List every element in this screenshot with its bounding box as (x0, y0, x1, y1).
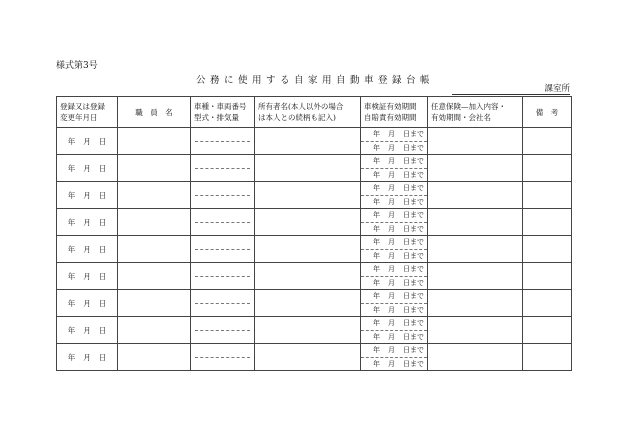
inspection-validity-line[interactable] (361, 128, 427, 142)
insp-until-label: 日まで (403, 265, 424, 273)
remarks-cell[interactable] (523, 209, 572, 236)
registration-date-cell[interactable] (57, 317, 118, 344)
liability-validity-line[interactable] (361, 196, 427, 209)
vehicle-number-field[interactable] (195, 210, 250, 223)
liab-year-label: 年 (373, 278, 380, 287)
header-insurance-line1: 任意保険—加入内容・ (431, 102, 506, 111)
date-day-label: 日 (98, 298, 107, 308)
vehicle-model-field[interactable] (191, 250, 254, 262)
remarks-cell[interactable] (523, 128, 572, 155)
insp-year-label: 年 (373, 157, 380, 165)
liability-validity-line[interactable] (361, 331, 427, 344)
date-year-label: 年 (67, 217, 76, 227)
date-year-label: 年 (67, 163, 76, 173)
insp-month-label: 月 (388, 130, 395, 138)
liab-month-label: 月 (388, 224, 395, 233)
insp-year-label: 年 (373, 238, 380, 246)
date-day-label: 日 (98, 163, 107, 173)
date-month-label: 月 (83, 136, 91, 146)
date-month-label: 月 (83, 163, 91, 173)
remarks-cell[interactable] (523, 263, 572, 290)
form-number: 様式第3号 (56, 61, 98, 71)
header-owner-line2: は本人との続柄も記入) (258, 113, 336, 122)
remarks-cell[interactable] (523, 317, 572, 344)
liability-validity-line[interactable] (361, 277, 427, 290)
inspection-validity-line[interactable] (361, 236, 427, 250)
table-row (57, 209, 572, 236)
owner-cell[interactable] (255, 155, 361, 182)
date-day-label: 日 (98, 325, 107, 335)
liab-until-label: 日まで (403, 197, 424, 206)
insp-until-label: 日まで (403, 157, 424, 165)
liability-validity-line[interactable] (361, 169, 427, 182)
liability-validity-line[interactable] (361, 250, 427, 263)
table-row (57, 263, 572, 290)
register-table (56, 96, 572, 371)
registration-date-cell[interactable] (57, 128, 118, 155)
header-staff (118, 97, 191, 128)
register-rows (57, 128, 572, 371)
liability-validity-line[interactable] (361, 142, 427, 155)
liability-validity-line[interactable] (361, 358, 427, 371)
insp-until-label: 日まで (403, 184, 424, 192)
inspection-validity-line[interactable] (361, 155, 427, 169)
inspection-validity-line[interactable] (361, 263, 427, 277)
inspection-validity-line[interactable] (361, 182, 427, 196)
date-day-label: 日 (98, 244, 107, 254)
insp-month-label: 月 (388, 184, 395, 192)
date-month-label: 月 (83, 271, 91, 281)
insp-until-label: 日まで (403, 238, 424, 246)
inspection-validity-line[interactable] (361, 209, 427, 223)
owner-cell[interactable] (255, 263, 361, 290)
vehicle-model-field[interactable] (191, 358, 254, 370)
remarks-cell[interactable] (523, 182, 572, 209)
insp-month-label: 月 (388, 211, 395, 219)
header-registration-date-line1: 登録又は登録 (60, 102, 105, 111)
vehicle-number-field[interactable] (195, 156, 250, 169)
vehicle-number-field[interactable] (195, 345, 250, 358)
header-insurance (428, 97, 523, 128)
remarks-cell[interactable] (523, 236, 572, 263)
date-day-label: 日 (98, 190, 107, 200)
insp-until-label: 日まで (403, 346, 424, 354)
inspection-cell[interactable] (361, 317, 428, 344)
header-owner (255, 97, 361, 128)
staff-name-cell[interactable] (118, 317, 191, 344)
insp-month-label: 月 (388, 292, 395, 300)
insurance-cell[interactable] (428, 344, 523, 371)
liab-until-label: 日まで (403, 251, 424, 260)
registration-date-cell[interactable] (57, 155, 118, 182)
inspection-cell[interactable] (361, 182, 428, 209)
vehicle-model-field[interactable] (191, 196, 254, 208)
insp-year-label: 年 (373, 346, 380, 354)
liab-year-label: 年 (373, 143, 380, 152)
insurance-cell[interactable] (428, 263, 523, 290)
header-registration-date-line2: 変更年月日 (60, 113, 98, 122)
liab-until-label: 日まで (403, 305, 424, 314)
vehicle-number-field[interactable] (195, 264, 250, 277)
date-year-label: 年 (67, 244, 76, 254)
liab-month-label: 月 (388, 305, 395, 314)
liab-until-label: 日まで (403, 143, 424, 152)
insurance-cell[interactable] (428, 236, 523, 263)
table-row (57, 182, 572, 209)
header-insurance-line2: 有効期間・会社名 (431, 113, 491, 122)
liab-month-label: 月 (388, 170, 395, 179)
header-staff-label: 職 員 名 (135, 107, 173, 117)
liab-year-label: 年 (373, 305, 380, 314)
liab-year-label: 年 (373, 197, 380, 206)
inspection-cell[interactable] (361, 236, 428, 263)
insp-until-label: 日まで (403, 319, 424, 327)
vehicle-cell[interactable] (191, 344, 255, 371)
inspection-cell[interactable] (361, 155, 428, 182)
inspection-validity-line[interactable] (361, 317, 427, 331)
liab-month-label: 月 (388, 278, 395, 287)
insp-year-label: 年 (373, 130, 380, 138)
date-year-label: 年 (67, 271, 76, 281)
header-remarks (523, 97, 572, 128)
vehicle-model-field[interactable] (191, 169, 254, 181)
date-year-label: 年 (67, 352, 76, 362)
vehicle-cell[interactable] (191, 128, 255, 155)
owner-cell[interactable] (255, 317, 361, 344)
insurance-cell[interactable] (428, 290, 523, 317)
registration-date-cell[interactable] (57, 209, 118, 236)
date-month-label: 月 (83, 217, 91, 227)
insurance-cell[interactable] (428, 209, 523, 236)
owner-cell[interactable] (255, 290, 361, 317)
staff-name-cell[interactable] (118, 128, 191, 155)
insurance-cell[interactable] (428, 155, 523, 182)
owner-cell[interactable] (255, 209, 361, 236)
liab-until-label: 日まで (403, 332, 424, 341)
table-row (57, 290, 572, 317)
table-row (57, 344, 572, 371)
date-month-label: 月 (83, 244, 91, 254)
insp-month-label: 月 (388, 346, 395, 354)
vehicle-cell[interactable] (191, 155, 255, 182)
insurance-cell[interactable] (428, 317, 523, 344)
insp-year-label: 年 (373, 184, 380, 192)
owner-cell[interactable] (255, 128, 361, 155)
header-vehicle (191, 97, 255, 128)
staff-name-cell[interactable] (118, 182, 191, 209)
liab-month-label: 月 (388, 359, 395, 368)
date-year-label: 年 (67, 298, 76, 308)
vehicle-cell[interactable] (191, 236, 255, 263)
insp-year-label: 年 (373, 265, 380, 273)
date-month-label: 月 (83, 352, 91, 362)
vehicle-model-field[interactable] (191, 223, 254, 235)
liab-month-label: 月 (388, 143, 395, 152)
remarks-cell[interactable] (523, 155, 572, 182)
header-remarks-label: 備 考 (535, 107, 559, 117)
registration-date-cell[interactable] (57, 344, 118, 371)
liab-year-label: 年 (373, 359, 380, 368)
table-row (57, 128, 572, 155)
header-owner-line1: 所有者名(本人以外の場合 (258, 102, 344, 111)
date-month-label: 月 (83, 325, 91, 335)
insp-month-label: 月 (388, 157, 395, 165)
header-row (57, 97, 572, 128)
vehicle-number-field[interactable] (195, 237, 250, 250)
vehicle-model-field[interactable] (191, 331, 254, 343)
vehicle-cell[interactable] (191, 317, 255, 344)
registration-date-cell[interactable] (57, 263, 118, 290)
vehicle-cell[interactable] (191, 182, 255, 209)
insp-month-label: 月 (388, 319, 395, 327)
insp-until-label: 日まで (403, 292, 424, 300)
owner-cell[interactable] (255, 344, 361, 371)
liability-validity-line[interactable] (361, 304, 427, 317)
owner-cell[interactable] (255, 182, 361, 209)
vehicle-cell[interactable] (191, 290, 255, 317)
liab-year-label: 年 (373, 251, 380, 260)
department-label: 課室所 (544, 84, 570, 94)
date-year-label: 年 (67, 190, 76, 200)
inspection-cell[interactable] (361, 209, 428, 236)
vehicle-model-field[interactable] (191, 142, 254, 154)
staff-name-cell[interactable] (118, 263, 191, 290)
remarks-cell[interactable] (523, 344, 572, 371)
page-title: 公務に使用する自家用自動車登録台帳 (195, 75, 434, 86)
header-inspection-line1: 車検証有効期間 (364, 102, 417, 111)
liab-year-label: 年 (373, 332, 380, 341)
staff-name-cell[interactable] (118, 155, 191, 182)
registration-date-cell[interactable] (57, 290, 118, 317)
department-field[interactable] (452, 82, 570, 95)
table-row (57, 317, 572, 344)
staff-name-cell[interactable] (118, 290, 191, 317)
inspection-cell[interactable] (361, 128, 428, 155)
date-day-label: 日 (98, 217, 107, 227)
inspection-validity-line[interactable] (361, 344, 427, 358)
date-month-label: 月 (83, 190, 91, 200)
insp-until-label: 日まで (403, 130, 424, 138)
table-row (57, 155, 572, 182)
liab-year-label: 年 (373, 170, 380, 179)
inspection-cell[interactable] (361, 344, 428, 371)
staff-name-cell[interactable] (118, 209, 191, 236)
staff-name-cell[interactable] (118, 236, 191, 263)
vehicle-number-field[interactable] (195, 129, 250, 142)
liab-until-label: 日まで (403, 170, 424, 179)
insp-year-label: 年 (373, 319, 380, 327)
vehicle-number-field[interactable] (195, 291, 250, 304)
insurance-cell[interactable] (428, 128, 523, 155)
insp-month-label: 月 (388, 265, 395, 273)
header-vehicle-line1: 車種・車両番号 (194, 102, 247, 111)
registration-date-cell[interactable] (57, 182, 118, 209)
insp-until-label: 日まで (403, 211, 424, 219)
date-year-label: 年 (67, 136, 76, 146)
header-inspection-line2: 自賠責有効期間 (364, 113, 417, 122)
header-registration-date (57, 97, 118, 128)
insp-year-label: 年 (373, 211, 380, 219)
vehicle-cell[interactable] (191, 263, 255, 290)
header-inspection (361, 97, 428, 128)
inspection-validity-line[interactable] (361, 290, 427, 304)
liab-year-label: 年 (373, 224, 380, 233)
liab-month-label: 月 (388, 332, 395, 341)
vehicle-cell[interactable] (191, 209, 255, 236)
owner-cell[interactable] (255, 236, 361, 263)
date-day-label: 日 (98, 136, 107, 146)
date-day-label: 日 (98, 271, 107, 281)
date-day-label: 日 (98, 352, 107, 362)
header-vehicle-line2: 型式・排気量 (194, 113, 239, 122)
inspection-cell[interactable] (361, 263, 428, 290)
insurance-cell[interactable] (428, 182, 523, 209)
vehicle-model-field[interactable] (191, 277, 254, 289)
registration-date-cell[interactable] (57, 236, 118, 263)
insp-month-label: 月 (388, 238, 395, 246)
liability-validity-line[interactable] (361, 223, 427, 236)
staff-name-cell[interactable] (118, 344, 191, 371)
remarks-cell[interactable] (523, 290, 572, 317)
liab-month-label: 月 (388, 251, 395, 260)
table-row (57, 236, 572, 263)
vehicle-model-field[interactable] (191, 304, 254, 316)
date-year-label: 年 (67, 325, 76, 335)
insp-year-label: 年 (373, 292, 380, 300)
date-month-label: 月 (83, 298, 91, 308)
inspection-cell[interactable] (361, 290, 428, 317)
liab-month-label: 月 (388, 197, 395, 206)
vehicle-number-field[interactable] (195, 183, 250, 196)
vehicle-number-field[interactable] (195, 318, 250, 331)
liab-until-label: 日まで (403, 224, 424, 233)
liab-until-label: 日まで (403, 359, 424, 368)
liab-until-label: 日まで (403, 278, 424, 287)
